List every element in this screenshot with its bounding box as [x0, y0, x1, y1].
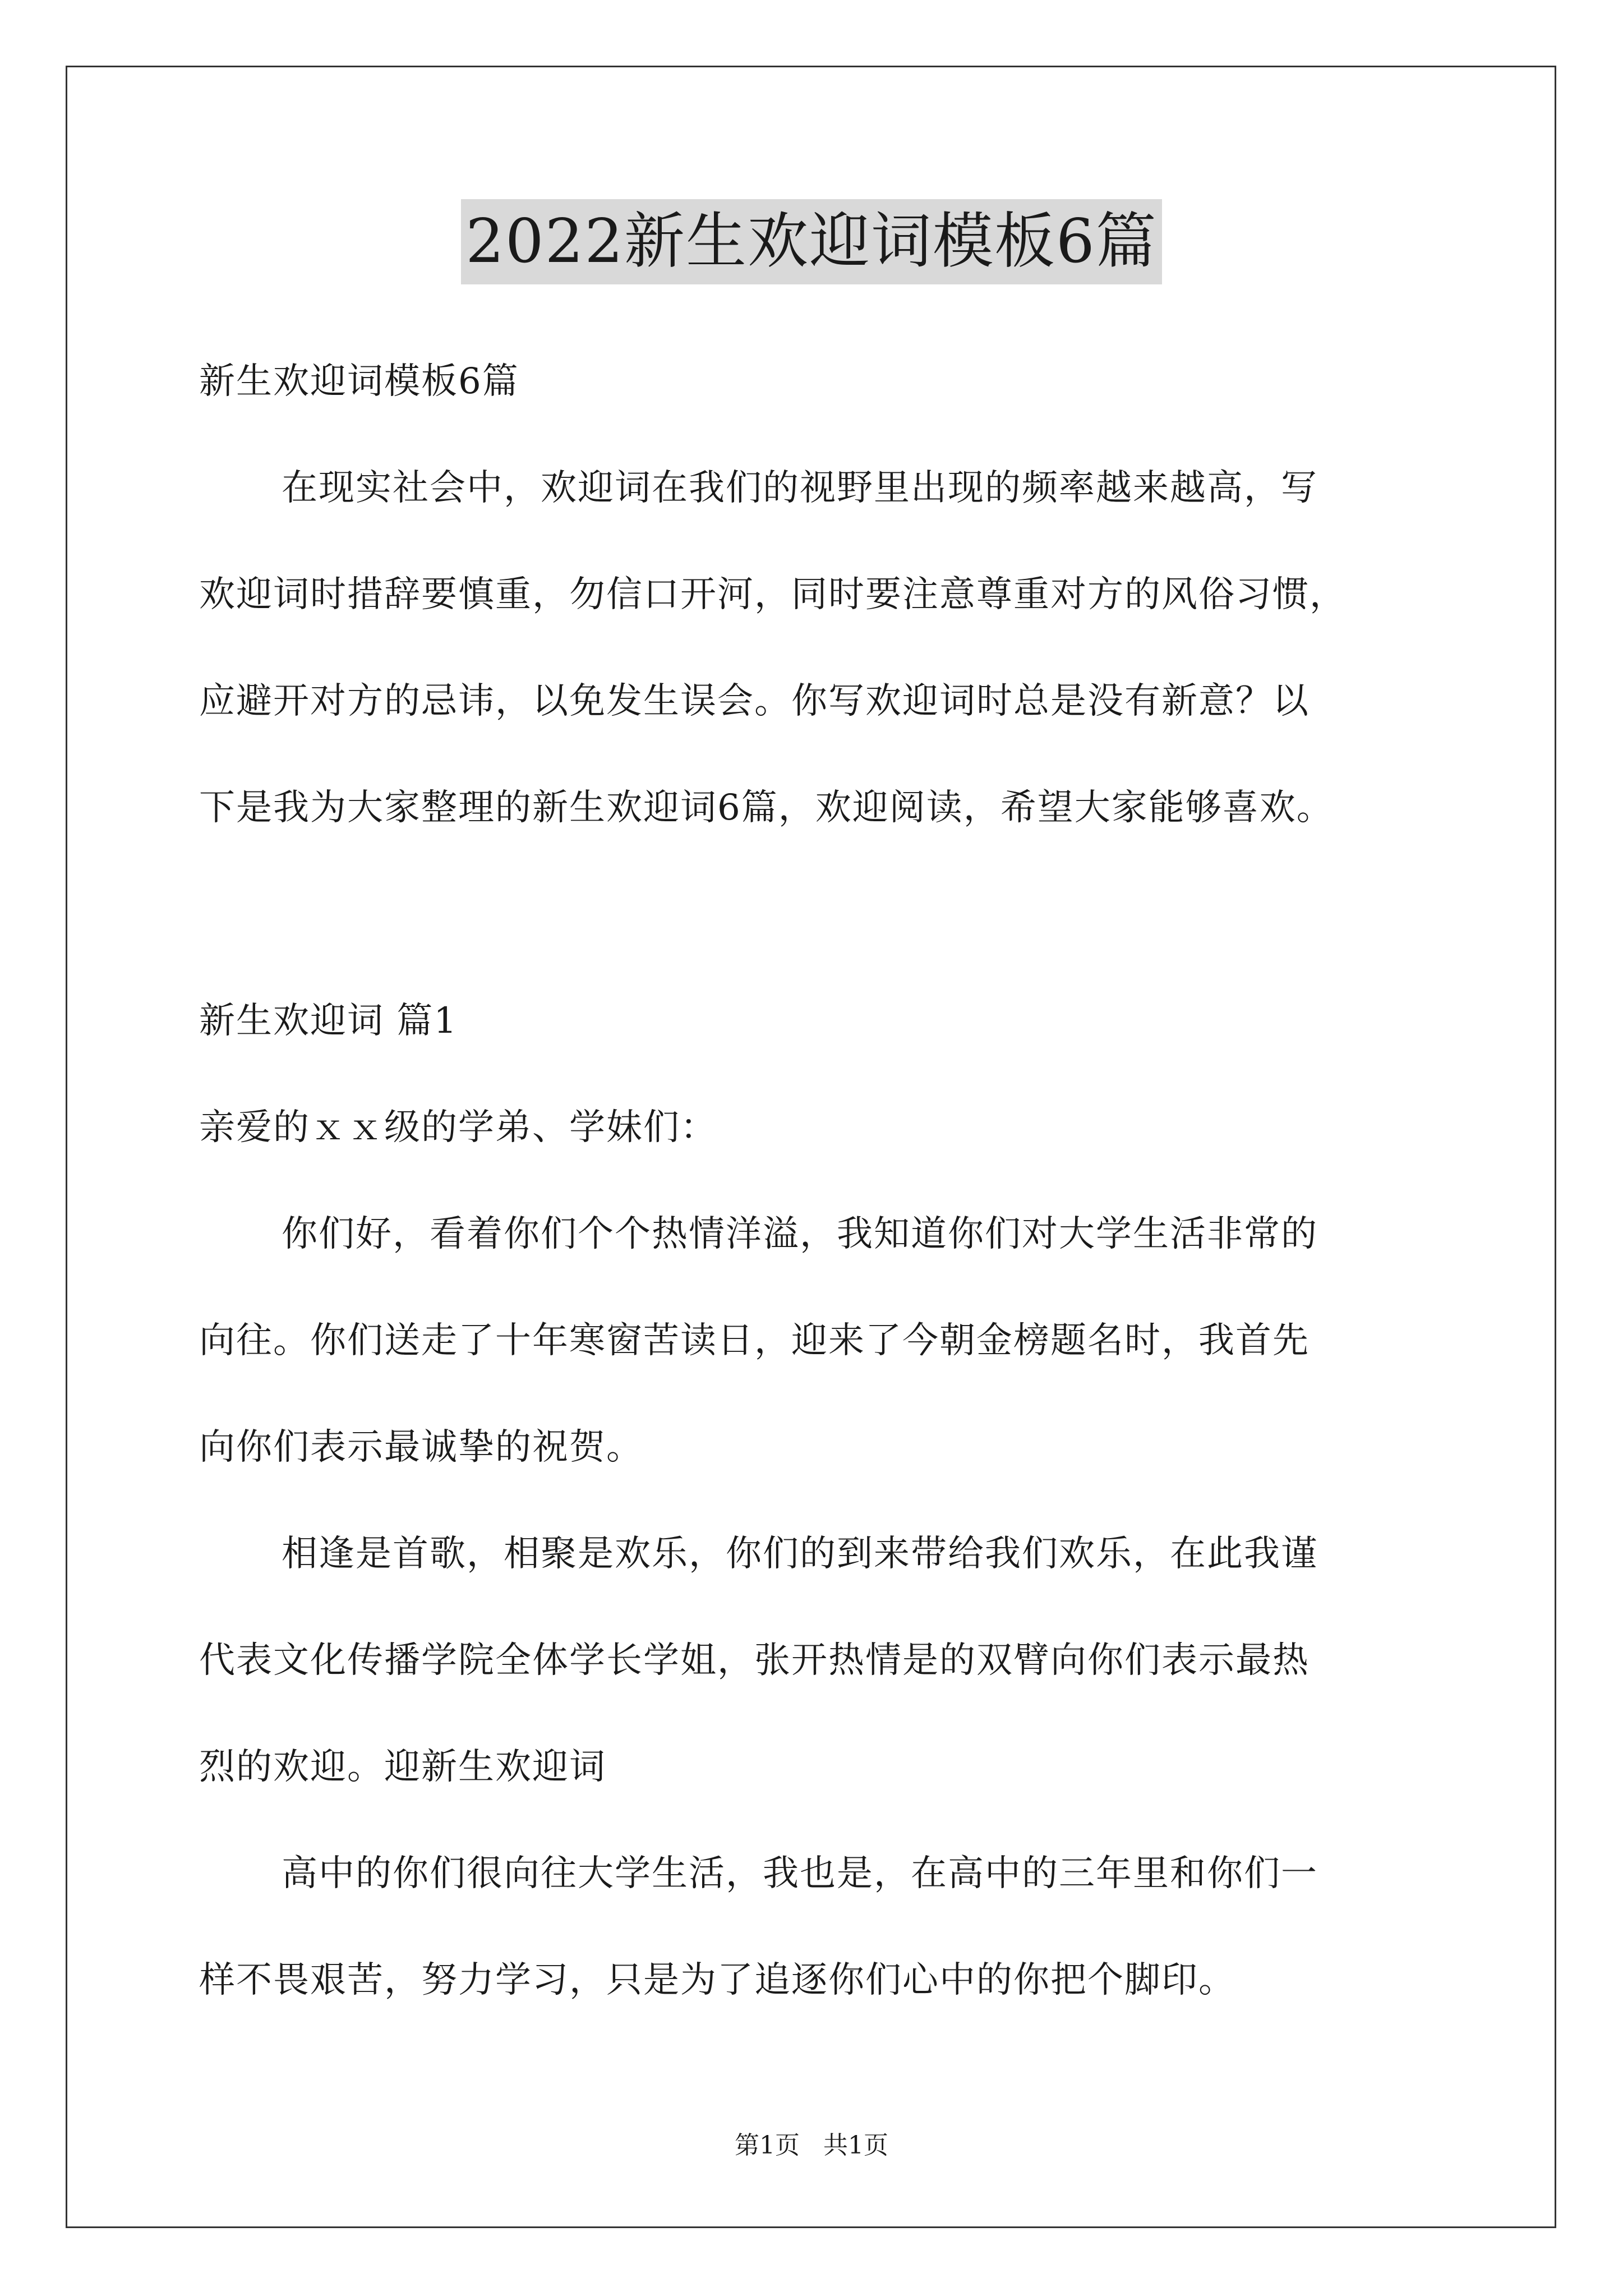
- page-footer: [0, 2129, 1623, 2162]
- section-heading: 新生欢迎词 篇1: [199, 1000, 458, 1042]
- para1-line-1: 你们好，看着你们个个热情洋溢，我知道你们对大学生活非常的: [282, 1213, 1318, 1255]
- document-title: 2022新生欢迎词模板6篇: [461, 199, 1162, 284]
- intro-line-2: 欢迎词时措辞要慎重，勿信口开河，同时要注意尊重对方的风俗习惯，: [199, 574, 1347, 615]
- para2-line-2: 代表文化传播学院全体学长学姐，张开热情是的双臂向你们表示最热: [199, 1640, 1310, 1681]
- intro-line-3: 应避开对方的忌讳，以免发生误会。你写欢迎词时总是没有新意？以: [199, 680, 1310, 722]
- para1-line-2: 向往。你们送走了十年寒窗苦读日，迎来了今朝金榜题名时，我首先: [199, 1320, 1310, 1361]
- intro-line-4: 下是我为大家整理的新生欢迎词6篇，欢迎阅读，希望大家能够喜欢。: [199, 787, 1334, 829]
- para3-line-2: 样不畏艰苦，努力学习，只是为了追逐你们心中的你把个脚印。: [199, 1959, 1235, 2001]
- title-container: [0, 199, 1623, 284]
- greeting-line: 亲爱的ｘｘ级的学弟、学妹们：: [199, 1107, 717, 1148]
- para2-line-1: 相逢是首歌，相聚是欢乐，你们的到来带给我们欢乐，在此我谨: [282, 1533, 1318, 1575]
- page-total: 共1页: [823, 2131, 888, 2160]
- document-subtitle: 新生欢迎词模板6篇: [199, 361, 519, 402]
- intro-line-1: 在现实社会中，欢迎词在我们的视野里出现的频率越来越高，写: [282, 467, 1318, 509]
- para2-line-3: 烈的欢迎。迎新生欢迎词: [199, 1746, 606, 1788]
- para3-line-1: 高中的你们很向往大学生活，我也是，在高中的三年里和你们一: [282, 1853, 1318, 1894]
- page-current: 第1页: [735, 2131, 800, 2160]
- para1-line-3: 向你们表示最诚挚的祝贺。: [199, 1427, 643, 1468]
